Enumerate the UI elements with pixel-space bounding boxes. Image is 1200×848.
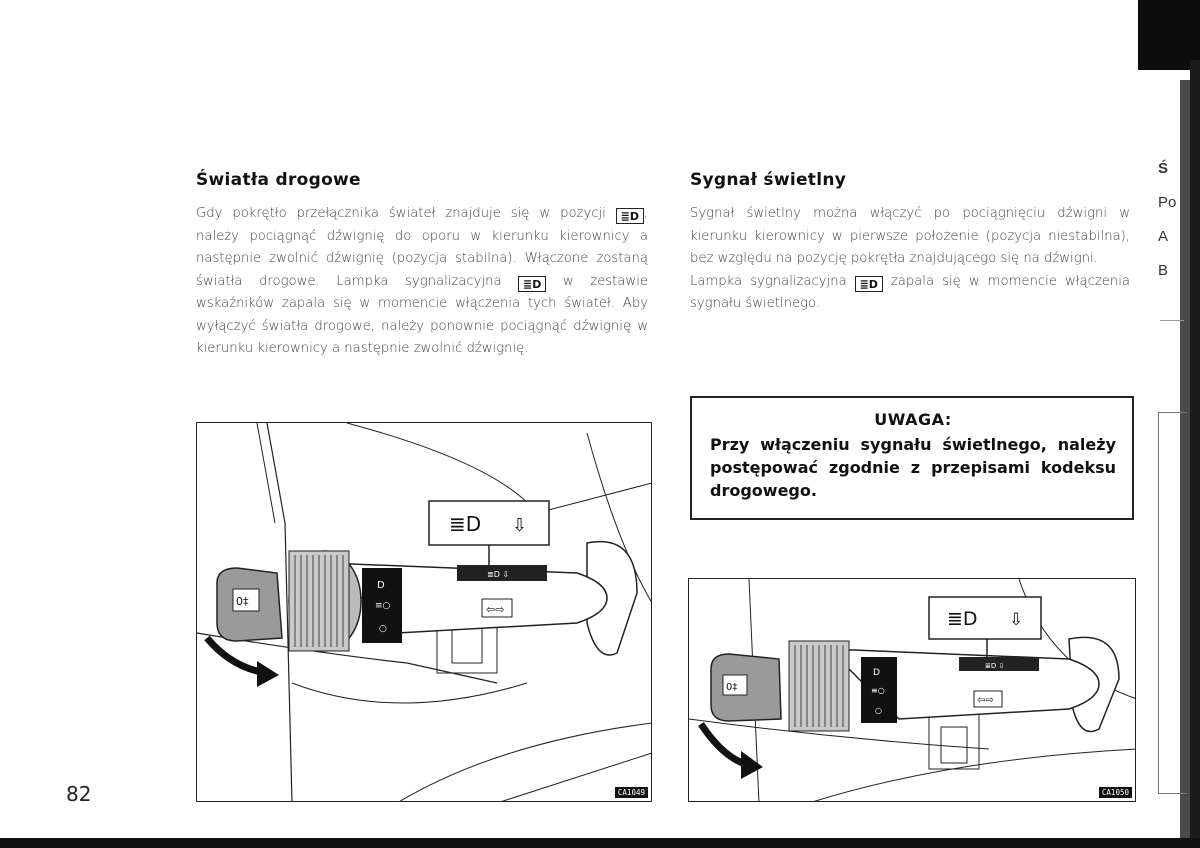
high-beam-icon: ≣D xyxy=(616,208,644,224)
next-page-char: A xyxy=(1158,228,1169,245)
lever-illustration xyxy=(197,423,652,802)
next-page-box xyxy=(1158,412,1187,794)
high-beam-icon: ≣D xyxy=(518,276,546,292)
svg-text:D: D xyxy=(377,580,385,591)
svg-text:○: ○ xyxy=(379,624,387,634)
svg-text:⇦⇨: ⇦⇨ xyxy=(486,603,505,616)
svg-text:≡○: ≡○ xyxy=(871,686,885,695)
high-beam-paragraph xyxy=(196,203,648,361)
high-beam-icon: ≣D xyxy=(449,512,482,536)
arrow-down-icon: ⇩ xyxy=(512,515,528,536)
figure-code: CA1049 xyxy=(615,787,648,798)
svg-text:○: ○ xyxy=(875,706,882,715)
warning-title: UWAGA: xyxy=(874,410,952,429)
svg-text:0‡: 0‡ xyxy=(726,682,738,693)
arrow-down-icon: ⇩ xyxy=(1009,610,1024,630)
svg-text:≣D ⇩: ≣D ⇩ xyxy=(487,570,510,579)
binding-edge xyxy=(1190,60,1200,848)
page-number: 82 xyxy=(66,782,92,806)
high-beam-icon: ≣D xyxy=(947,608,978,630)
section-heading-flash: Sygnał świetlny xyxy=(690,170,847,190)
paragraph-text: Gdy pokrętło przełącznika świateł znajduje się w pozycji xyxy=(196,206,606,221)
paragraph-text: Lampka sygnalizacyjna xyxy=(690,273,847,289)
next-page-char: B xyxy=(1158,262,1169,279)
warning-box xyxy=(690,396,1134,520)
paragraph-text: zapala się w momencie włączenia sygnału świetlnego. xyxy=(690,273,1130,311)
section-heading-high-beam: Światła drogowe xyxy=(196,170,361,190)
svg-text:0‡: 0‡ xyxy=(236,595,249,608)
next-page-rule xyxy=(1160,320,1184,321)
paragraph-text: w zestawie wskaźników zapala się w momencie włączenia tych świateł. Aby wyłączyć światła drogowe, należy ponownie pociągnąć dźwignię w kierunku kierownicy a następnie zwolnić dźwignię. xyxy=(196,273,648,356)
rotation-arrow-icon xyxy=(257,661,279,687)
next-page-fragment xyxy=(1158,160,1183,296)
figure-code: CA1050 xyxy=(1099,787,1132,798)
bottom-edge xyxy=(0,838,1200,848)
rotation-arrow-icon xyxy=(741,751,763,779)
paragraph-text: , należy pociągnąć dźwignię do oporu w kierunku kierownicy a następnie zwolnić dźwignię (pozycja stabilna). Włączone zostaną światła drogowe. Lampka sygnalizacyjna xyxy=(196,206,648,289)
figure-lever-high-beam xyxy=(196,422,652,802)
warning-text: Przy włączeniu sygnału świetlnego, należy postępować zgodnie z przepisami kodeksu drogowego. xyxy=(710,435,1116,500)
next-page-char: Po xyxy=(1158,194,1177,211)
figure-lever-flash xyxy=(688,578,1136,802)
flash-paragraph xyxy=(690,203,1130,316)
svg-text:⇦⇨: ⇦⇨ xyxy=(977,695,994,706)
svg-text:≣D ⇩: ≣D ⇩ xyxy=(985,662,1005,670)
high-beam-icon: ≣D xyxy=(855,276,883,292)
next-page-char: Ś xyxy=(1158,160,1169,177)
lever-illustration xyxy=(689,579,1136,802)
svg-text:D: D xyxy=(873,668,880,678)
svg-text:≡○: ≡○ xyxy=(375,601,391,611)
paragraph-text: Sygnał świetlny można włączyć po pociągnięciu dźwigni w kierunku kierownicy w pierwsze położenie (pozycja niestabilna), bez względu na pozycję pokrętła znajdującego się na dźwigni. xyxy=(690,206,1130,266)
